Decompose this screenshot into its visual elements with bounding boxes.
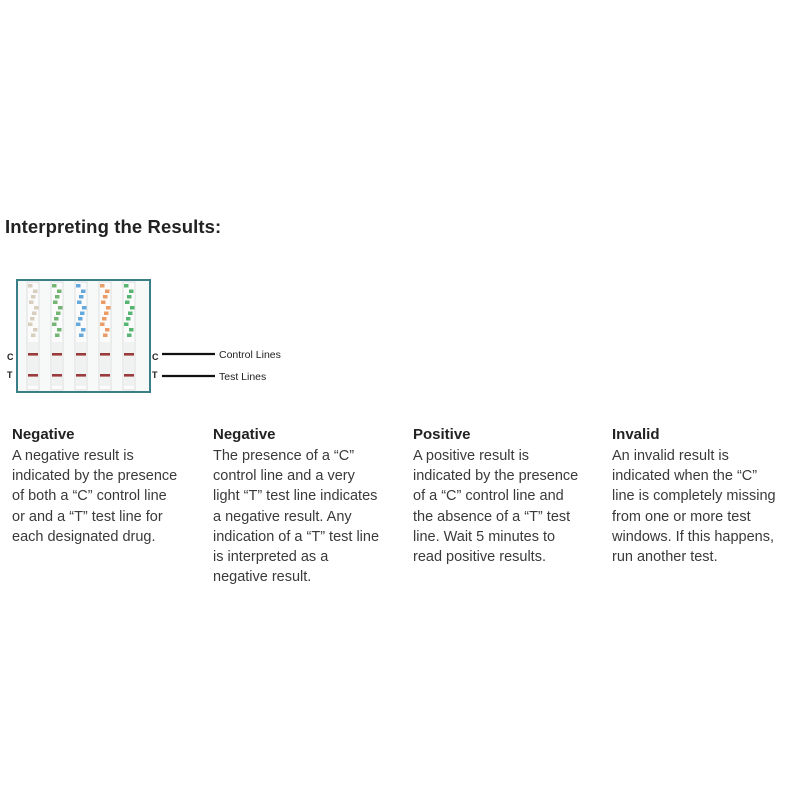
result-line: of both a “C” control line [12, 488, 167, 505]
result-body [213, 446, 399, 587]
test-strip [51, 282, 63, 390]
test-strip [75, 282, 87, 390]
result-line: read positive results. [413, 549, 546, 566]
result-line: A positive result is [413, 448, 530, 464]
result-line: of a “C” control line and [413, 488, 564, 505]
result-line: windows. If this happens, [612, 528, 775, 545]
result-line: An invalid result is [612, 448, 729, 464]
c-letter-left: C [7, 352, 14, 362]
control-lines-label: Control Lines [219, 349, 281, 361]
result-body [612, 446, 798, 567]
test-strip [27, 282, 39, 390]
result-positive [413, 426, 599, 567]
result-invalid [612, 426, 798, 567]
t-letter-left: T [7, 370, 13, 380]
c-letter-right: C [152, 352, 159, 362]
result-line: from one or more test [612, 508, 751, 525]
result-line: indicated when the “C” [612, 468, 758, 485]
result-line: the absence of a “T” test [413, 508, 571, 525]
result-body [12, 446, 198, 547]
result-heading: Positive [413, 426, 471, 443]
result-line: line. Wait 5 minutes to [413, 528, 556, 545]
page-title: Interpreting the Results: [5, 216, 222, 237]
result-heading: Invalid [612, 426, 660, 443]
result-negative-2 [213, 426, 399, 587]
test-strip [123, 282, 135, 390]
result-line: indication of a “T” test line [213, 528, 380, 545]
test-strip [99, 282, 111, 390]
t-letter-right: T [152, 370, 158, 380]
result-line: control line and a very [213, 468, 355, 485]
result-line: indicated by the presence [413, 468, 579, 485]
result-line: is interpreted as a [213, 549, 329, 566]
result-line: light “T” test line indicates [213, 488, 378, 505]
result-line: line is completely missing [612, 488, 776, 505]
result-heading: Negative [213, 426, 276, 443]
test-lines-label: Test Lines [219, 371, 267, 383]
result-line: run another test. [612, 549, 718, 566]
test-strip-diagram [5, 272, 305, 394]
result-line: or and a “T” test line for [12, 508, 163, 525]
result-line: negative result. [213, 569, 312, 586]
result-negative-1 [12, 426, 198, 547]
result-line: indicated by the presence [12, 468, 178, 485]
result-heading: Negative [12, 426, 75, 443]
result-line: A negative result is [12, 448, 134, 464]
result-line: The presence of a “C” [213, 448, 355, 464]
test-strip-figure [5, 272, 305, 394]
result-line: each designated drug. [12, 528, 156, 545]
result-line: a negative result. Any [213, 508, 352, 525]
result-body [413, 446, 599, 567]
